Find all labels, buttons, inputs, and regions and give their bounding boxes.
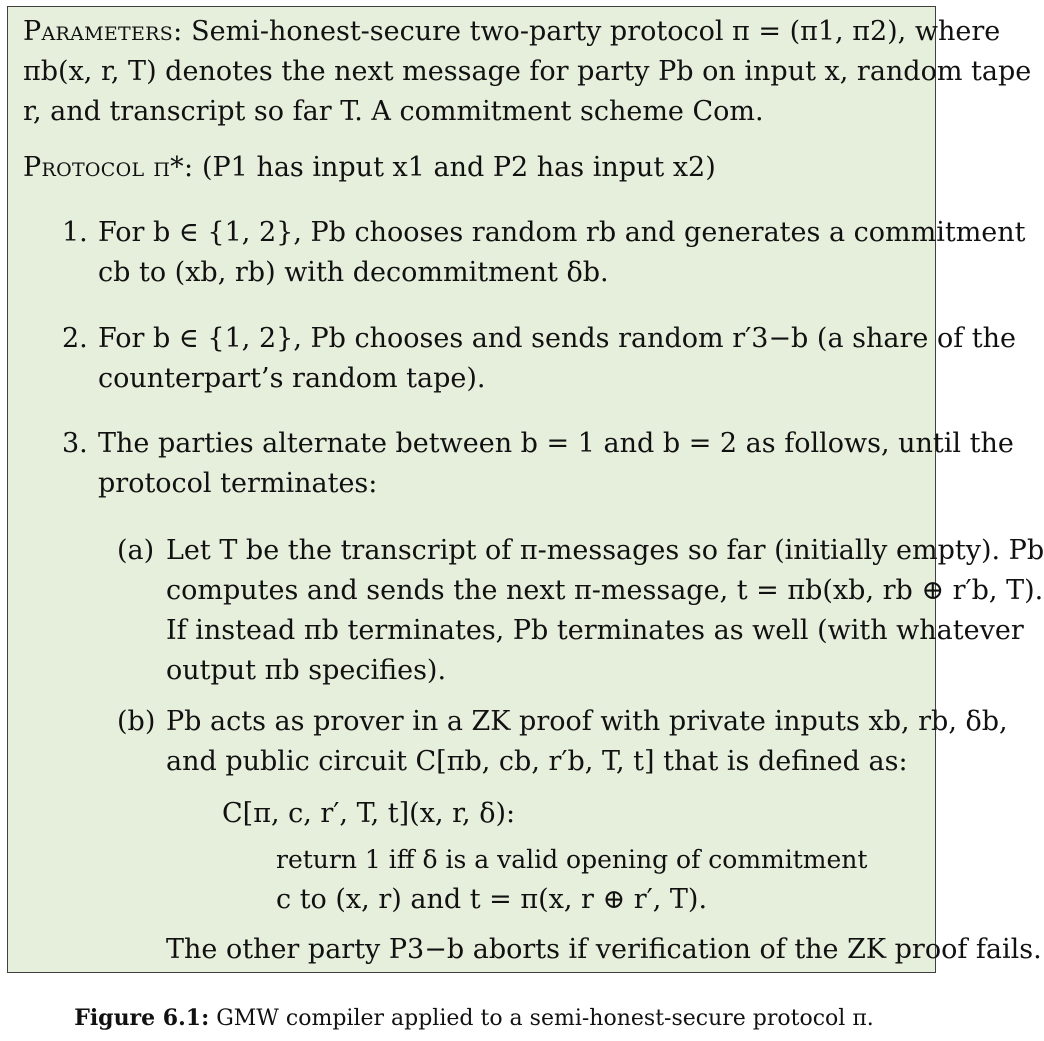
- step-1-number: 1.: [62, 217, 88, 248]
- step-1-line-2: cb to (xb, rb) with decommitment δb.: [98, 257, 609, 288]
- step-2-number: 2.: [62, 323, 88, 354]
- substep-b-line-2: and public circuit C[πb, cb, r′b, T, t] that is defined as:: [166, 746, 908, 777]
- abort-line: The other party P3−b aborts if verification of the ZK proof fails.: [166, 934, 1042, 965]
- parameters-text-1: Semi-honest-secure two-party protocol π = (π1, π2), where: [191, 16, 1001, 47]
- circuit-signature: C[π, c, r′, T, t](x, r, δ):: [222, 798, 516, 829]
- parameters-line-3: r, and transcript so far T. A commitment scheme Com.: [23, 96, 764, 127]
- substep-a-line-4: output πb specifies).: [166, 655, 447, 686]
- protocol-heading: Protocol π*:: [23, 152, 194, 183]
- parameters-line-2: πb(x, r, T) denotes the next message for party Pb on input x, random tape: [23, 56, 1032, 87]
- parameters-heading: Parameters:: [23, 16, 183, 47]
- protocol-inputs: (P1 has input x1 and P2 has input x2): [201, 152, 716, 183]
- figure-label: Figure 6.1:: [74, 1005, 210, 1031]
- step-3-number: 3.: [62, 428, 88, 459]
- figure-caption: [0, 1002, 948, 1035]
- step-2-line-1: For b ∈ {1, 2}, Pb chooses and sends random r′3−b (a share of the: [98, 323, 1016, 354]
- substep-a-line-3: If instead πb terminates, Pb terminates as well (with whatever: [166, 615, 1024, 646]
- figure-caption-text: GMW compiler applied to a semi-honest-secure protocol π.: [216, 1006, 874, 1031]
- substep-a-line-1: Let T be the transcript of π-messages so far (initially empty). Pb: [166, 535, 1044, 566]
- step-2-line-2: counterpart’s random tape).: [98, 363, 486, 394]
- substep-b-line-1: Pb acts as prover in a ZK proof with private inputs xb, rb, δb,: [166, 706, 1008, 737]
- circuit-line-2: c to (x, r) and t = π(x, r ⊕ r′, T).: [276, 884, 708, 915]
- substep-a-label: (a): [117, 535, 155, 566]
- step-3-line-1: The parties alternate between b = 1 and b = 2 as follows, until the: [98, 428, 1014, 459]
- step-1-line-1: For b ∈ {1, 2}, Pb chooses random rb and generates a commitment: [98, 217, 1026, 248]
- parameters-line-1: [23, 12, 1001, 52]
- protocol-heading-line: [23, 148, 716, 188]
- substep-b-label: (b): [117, 706, 156, 737]
- step-3-line-2: protocol terminates:: [98, 468, 378, 499]
- circuit-line-1: return 1 iff δ is a valid opening of commitment: [276, 845, 868, 874]
- substep-a-line-2: computes and sends the next π-message, t = πb(xb, rb ⊕ r′b, T).: [166, 575, 1044, 606]
